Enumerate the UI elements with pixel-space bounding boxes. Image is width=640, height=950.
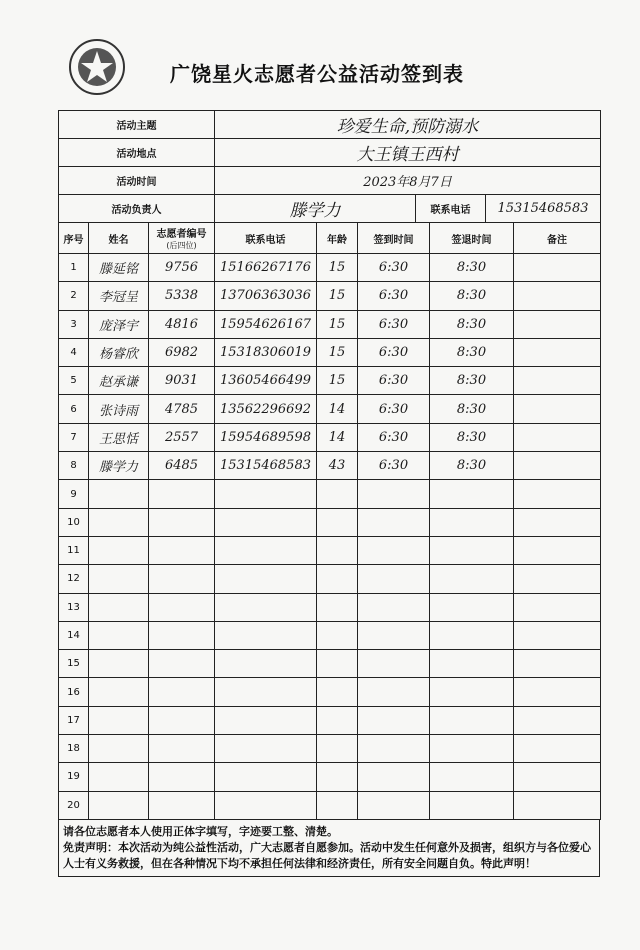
row-name[interactable]: 杨睿欣 xyxy=(89,338,149,366)
row-name[interactable] xyxy=(89,593,149,621)
row-volunteer-id[interactable] xyxy=(149,621,215,649)
disclaimer-label: 免责声明： xyxy=(63,840,118,854)
table-row xyxy=(59,508,601,536)
theme-value[interactable]: 珍爱生命,预防溺水 xyxy=(215,111,601,139)
table-row xyxy=(59,423,601,451)
table-row xyxy=(59,536,601,564)
row-remarks[interactable] xyxy=(514,395,601,423)
row-phone[interactable] xyxy=(215,565,317,593)
row-name[interactable]: 王思恬 xyxy=(89,423,149,451)
row-name[interactable] xyxy=(89,678,149,706)
row-seq: 7 xyxy=(59,423,89,451)
table-row xyxy=(59,650,601,678)
table-row xyxy=(59,593,601,621)
row-phone[interactable]: 13562296692 xyxy=(215,395,317,423)
row-checkin[interactable] xyxy=(358,791,430,819)
row-age[interactable] xyxy=(317,508,358,536)
row-checkin[interactable] xyxy=(358,480,430,508)
table-row xyxy=(59,763,601,791)
sign-in-sheet xyxy=(58,110,600,877)
leader-value[interactable]: 滕学力 xyxy=(215,195,416,223)
row-phone[interactable] xyxy=(215,791,317,819)
row-phone[interactable]: 15315468583 xyxy=(215,452,317,480)
row-remarks[interactable] xyxy=(514,763,601,791)
col-id xyxy=(149,223,215,254)
row-volunteer-id[interactable] xyxy=(149,565,215,593)
row-age[interactable]: 14 xyxy=(317,395,358,423)
row-age[interactable]: 15 xyxy=(317,310,358,338)
row-checkin[interactable] xyxy=(358,508,430,536)
row-age[interactable] xyxy=(317,536,358,564)
table-row xyxy=(59,735,601,763)
row-name[interactable]: 滕延铭 xyxy=(89,254,149,282)
row-remarks[interactable] xyxy=(514,423,601,451)
row-checkin[interactable]: 6:30 xyxy=(358,367,430,395)
row-seq: 13 xyxy=(59,593,89,621)
row-remarks[interactable] xyxy=(514,480,601,508)
row-phone[interactable] xyxy=(215,763,317,791)
row-phone[interactable]: 13605466499 xyxy=(215,367,317,395)
col-id-label: 志愿者编号 xyxy=(156,229,207,240)
row-volunteer-id[interactable] xyxy=(149,536,215,564)
row-checkout[interactable] xyxy=(430,735,514,763)
row-seq: 12 xyxy=(59,565,89,593)
row-age[interactable]: 43 xyxy=(317,452,358,480)
row-seq: 11 xyxy=(59,536,89,564)
table-row xyxy=(59,310,601,338)
row-remarks[interactable] xyxy=(514,678,601,706)
row-phone[interactable] xyxy=(215,508,317,536)
col-age: 年龄 xyxy=(317,223,358,254)
row-checkin[interactable]: 6:30 xyxy=(358,395,430,423)
row-age[interactable] xyxy=(317,706,358,734)
row-checkin[interactable]: 6:30 xyxy=(358,310,430,338)
row-volunteer-id[interactable]: 2557 xyxy=(149,423,215,451)
row-name[interactable]: 庞泽宇 xyxy=(89,310,149,338)
row-remarks[interactable] xyxy=(514,254,601,282)
table-row xyxy=(59,791,601,819)
row-checkout[interactable]: 8:30 xyxy=(430,310,514,338)
row-seq: 19 xyxy=(59,763,89,791)
row-checkout[interactable]: 8:30 xyxy=(430,423,514,451)
row-checkin[interactable] xyxy=(358,593,430,621)
row-age[interactable] xyxy=(317,735,358,763)
header xyxy=(60,38,600,108)
row-seq: 18 xyxy=(59,735,89,763)
row-phone[interactable]: 15318306019 xyxy=(215,338,317,366)
time-label: 活动时间 xyxy=(59,167,215,195)
row-name[interactable] xyxy=(89,480,149,508)
row-checkout[interactable] xyxy=(430,593,514,621)
row-seq: 8 xyxy=(59,452,89,480)
row-phone[interactable]: 13706363036 xyxy=(215,282,317,310)
row-seq: 1 xyxy=(59,254,89,282)
row-name[interactable] xyxy=(89,706,149,734)
row-checkin[interactable] xyxy=(358,536,430,564)
row-age[interactable] xyxy=(317,678,358,706)
row-checkout[interactable] xyxy=(430,621,514,649)
page-title: 广饶星火志愿者公益活动签到表 xyxy=(170,62,464,86)
row-remarks[interactable] xyxy=(514,735,601,763)
row-checkin[interactable] xyxy=(358,565,430,593)
row-checkout[interactable]: 8:30 xyxy=(430,395,514,423)
leader-label: 活动负责人 xyxy=(59,195,215,223)
row-checkout[interactable] xyxy=(430,678,514,706)
row-seq: 9 xyxy=(59,480,89,508)
row-checkout[interactable] xyxy=(430,565,514,593)
row-phone[interactable] xyxy=(215,536,317,564)
row-checkin[interactable] xyxy=(358,706,430,734)
row-volunteer-id[interactable]: 5338 xyxy=(149,282,215,310)
row-phone[interactable]: 15954626167 xyxy=(215,310,317,338)
row-remarks[interactable] xyxy=(514,452,601,480)
row-checkin[interactable] xyxy=(358,735,430,763)
row-remarks[interactable] xyxy=(514,791,601,819)
row-remarks[interactable] xyxy=(514,282,601,310)
row-volunteer-id[interactable] xyxy=(149,593,215,621)
row-volunteer-id[interactable] xyxy=(149,791,215,819)
row-volunteer-id[interactable] xyxy=(149,508,215,536)
row-age[interactable] xyxy=(317,650,358,678)
row-checkin[interactable]: 6:30 xyxy=(358,423,430,451)
row-name[interactable] xyxy=(89,650,149,678)
row-seq: 6 xyxy=(59,395,89,423)
row-volunteer-id[interactable]: 6485 xyxy=(149,452,215,480)
attendance-table xyxy=(58,222,601,820)
row-seq: 5 xyxy=(59,367,89,395)
row-phone[interactable] xyxy=(215,706,317,734)
column-header-row xyxy=(59,223,601,254)
row-checkout[interactable]: 8:30 xyxy=(430,282,514,310)
row-checkin[interactable] xyxy=(358,678,430,706)
row-name[interactable]: 张诗雨 xyxy=(89,395,149,423)
row-checkin[interactable]: 6:30 xyxy=(358,282,430,310)
row-name[interactable] xyxy=(89,508,149,536)
col-seq: 序号 xyxy=(59,223,89,254)
row-remarks[interactable] xyxy=(514,508,601,536)
row-phone[interactable]: 15166267176 xyxy=(215,254,317,282)
row-seq: 20 xyxy=(59,791,89,819)
volunteer-star-seal-icon xyxy=(68,38,126,96)
row-volunteer-id[interactable]: 4816 xyxy=(149,310,215,338)
row-volunteer-id[interactable] xyxy=(149,650,215,678)
table-row xyxy=(59,395,601,423)
row-remarks[interactable] xyxy=(514,536,601,564)
row-checkout[interactable]: 8:30 xyxy=(430,254,514,282)
row-phone[interactable] xyxy=(215,621,317,649)
footer-table xyxy=(58,819,600,877)
row-phone[interactable]: 15954689598 xyxy=(215,423,317,451)
location-label: 活动地点 xyxy=(59,139,215,167)
row-checkout[interactable] xyxy=(430,508,514,536)
row-checkout[interactable] xyxy=(430,763,514,791)
col-phone: 联系电话 xyxy=(215,223,317,254)
table-row xyxy=(59,678,601,706)
col-checkout: 签退时间 xyxy=(430,223,514,254)
row-checkout[interactable] xyxy=(430,706,514,734)
row-seq: 4 xyxy=(59,338,89,366)
table-row xyxy=(59,565,601,593)
row-checkout[interactable] xyxy=(430,650,514,678)
row-phone[interactable] xyxy=(215,678,317,706)
row-phone[interactable] xyxy=(215,593,317,621)
row-checkin[interactable] xyxy=(358,763,430,791)
col-name: 姓名 xyxy=(89,223,149,254)
info-table xyxy=(58,110,601,223)
row-volunteer-id[interactable]: 6982 xyxy=(149,338,215,366)
table-row xyxy=(59,254,601,282)
row-age[interactable] xyxy=(317,565,358,593)
row-checkin[interactable]: 6:30 xyxy=(358,338,430,366)
col-id-sub: (后四位) xyxy=(166,241,197,250)
row-volunteer-id[interactable] xyxy=(149,706,215,734)
row-seq: 14 xyxy=(59,621,89,649)
row-age[interactable] xyxy=(317,621,358,649)
row-name[interactable]: 李冠呈 xyxy=(89,282,149,310)
col-checkin: 签到时间 xyxy=(358,223,430,254)
row-name[interactable] xyxy=(89,763,149,791)
row-age[interactable]: 15 xyxy=(317,338,358,366)
row-checkin[interactable]: 6:30 xyxy=(358,452,430,480)
row-name[interactable] xyxy=(89,565,149,593)
row-name[interactable] xyxy=(89,621,149,649)
row-age[interactable]: 15 xyxy=(317,282,358,310)
table-row xyxy=(59,367,601,395)
col-remarks: 备注 xyxy=(514,223,601,254)
row-volunteer-id[interactable]: 9756 xyxy=(149,254,215,282)
row-volunteer-id[interactable] xyxy=(149,735,215,763)
row-remarks[interactable] xyxy=(514,706,601,734)
leader-phone-label: 联系电话 xyxy=(416,195,486,223)
row-checkout[interactable]: 8:30 xyxy=(430,367,514,395)
row-checkin[interactable]: 6:30 xyxy=(358,254,430,282)
row-age[interactable] xyxy=(317,791,358,819)
fill-instruction: 请各位志愿者本人使用正体字填写，字迹要工整、清楚。 xyxy=(63,824,338,838)
row-checkout[interactable] xyxy=(430,536,514,564)
row-checkout[interactable]: 8:30 xyxy=(430,452,514,480)
row-remarks[interactable] xyxy=(514,367,601,395)
row-remarks[interactable] xyxy=(514,621,601,649)
location-value[interactable]: 大王镇王西村 xyxy=(215,139,601,167)
row-volunteer-id[interactable] xyxy=(149,763,215,791)
row-seq: 15 xyxy=(59,650,89,678)
row-volunteer-id[interactable]: 9031 xyxy=(149,367,215,395)
row-name[interactable]: 滕学力 xyxy=(89,452,149,480)
row-age[interactable] xyxy=(317,763,358,791)
table-row xyxy=(59,706,601,734)
row-remarks[interactable] xyxy=(514,338,601,366)
row-name[interactable]: 赵承谦 xyxy=(89,367,149,395)
row-checkout[interactable]: 8:30 xyxy=(430,338,514,366)
row-age[interactable]: 15 xyxy=(317,254,358,282)
row-name[interactable] xyxy=(89,791,149,819)
table-row xyxy=(59,621,601,649)
row-seq: 2 xyxy=(59,282,89,310)
row-checkin[interactable] xyxy=(358,650,430,678)
row-age[interactable]: 15 xyxy=(317,367,358,395)
row-name[interactable] xyxy=(89,735,149,763)
footer-notes xyxy=(59,819,600,876)
row-checkout[interactable] xyxy=(430,480,514,508)
row-age[interactable] xyxy=(317,480,358,508)
disclaimer-text: 本次活动为纯公益性活动，广大志愿者自愿参加。活动中发生任何意外及损害，组织方与各位爱心人士有义务救援，但在各种情况下均不承担任何法律和经济责任，所有安全问题自负。特此声明！ xyxy=(63,840,591,870)
table-row xyxy=(59,452,601,480)
row-seq: 16 xyxy=(59,678,89,706)
row-checkout[interactable] xyxy=(430,791,514,819)
row-volunteer-id[interactable] xyxy=(149,480,215,508)
row-checkin[interactable] xyxy=(358,621,430,649)
row-seq: 17 xyxy=(59,706,89,734)
row-name[interactable] xyxy=(89,536,149,564)
row-volunteer-id[interactable]: 4785 xyxy=(149,395,215,423)
row-age[interactable]: 14 xyxy=(317,423,358,451)
row-volunteer-id[interactable] xyxy=(149,678,215,706)
row-remarks[interactable] xyxy=(514,310,601,338)
table-row xyxy=(59,480,601,508)
time-value[interactable]: 2023年8月7日 xyxy=(215,167,601,195)
table-row xyxy=(59,338,601,366)
row-seq: 3 xyxy=(59,310,89,338)
row-remarks[interactable] xyxy=(514,565,601,593)
row-remarks[interactable] xyxy=(514,650,601,678)
table-row xyxy=(59,282,601,310)
row-remarks[interactable] xyxy=(514,593,601,621)
row-seq: 10 xyxy=(59,508,89,536)
row-phone[interactable] xyxy=(215,735,317,763)
row-phone[interactable] xyxy=(215,480,317,508)
theme-label: 活动主题 xyxy=(59,111,215,139)
row-phone[interactable] xyxy=(215,650,317,678)
row-age[interactable] xyxy=(317,593,358,621)
leader-phone-value[interactable]: 15315468583 xyxy=(486,195,601,223)
